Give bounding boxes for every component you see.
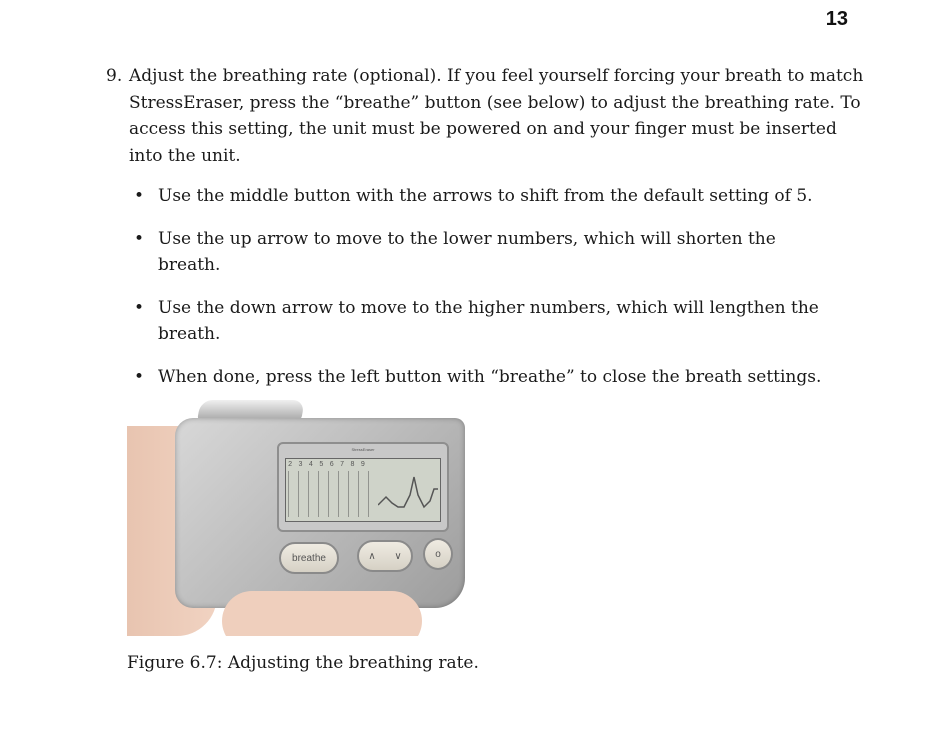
bullet-item (130, 226, 830, 279)
step-text: Adjust the breathing rate (optional). If you feel yourself forcing your breath to match StressEraser, press the “breathe” button (see below) to adjust the breathing rate. To access this setting, the unit must be powered on and your finger must be inserted into the unit. (129, 66, 864, 166)
up-arrow-icon: ∧ (368, 550, 376, 562)
device-screen (285, 458, 441, 522)
figure-image (127, 396, 467, 636)
figure-caption: Figure 6.7: Adjusting the breathing rate. (127, 653, 479, 673)
bullet-text: Use the middle button with the arrows to shift from the default setting of 5. (158, 186, 813, 206)
bar-graph (288, 471, 376, 517)
bullet-icon: • (134, 228, 145, 249)
finger-sensor-clip (197, 400, 305, 420)
bullet-item (130, 183, 830, 210)
bullet-text: Use the up arrow to move to the lower numbers, which will shorten the breath. (158, 228, 776, 275)
bullet-item (130, 295, 830, 348)
rate-digits: 2 3 4 5 6 7 8 9 (288, 461, 367, 469)
power-button: o (423, 538, 453, 570)
device-brand: StressEraser (351, 447, 375, 452)
arrow-buttons (357, 540, 413, 572)
bullet-icon: • (134, 297, 145, 318)
step-9 (106, 63, 866, 169)
breathe-button: breathe (279, 542, 339, 574)
page-number: 13 (825, 8, 848, 30)
bullet-list (130, 183, 830, 406)
bullet-icon: • (134, 186, 145, 206)
thumb-image (222, 591, 422, 636)
step-number: 9. (106, 66, 123, 86)
bullet-item (130, 364, 830, 391)
bullet-text: When done, press the left button with “breathe” to close the breath settings. (158, 366, 822, 387)
waveform-graph (378, 471, 438, 517)
device-screen-frame (277, 442, 449, 532)
bullet-icon: • (134, 366, 145, 387)
bullet-text: Use the down arrow to move to the higher numbers, which will lengthen the breath. (158, 297, 819, 344)
device-body (175, 418, 465, 608)
down-arrow-icon: ∨ (394, 550, 402, 562)
